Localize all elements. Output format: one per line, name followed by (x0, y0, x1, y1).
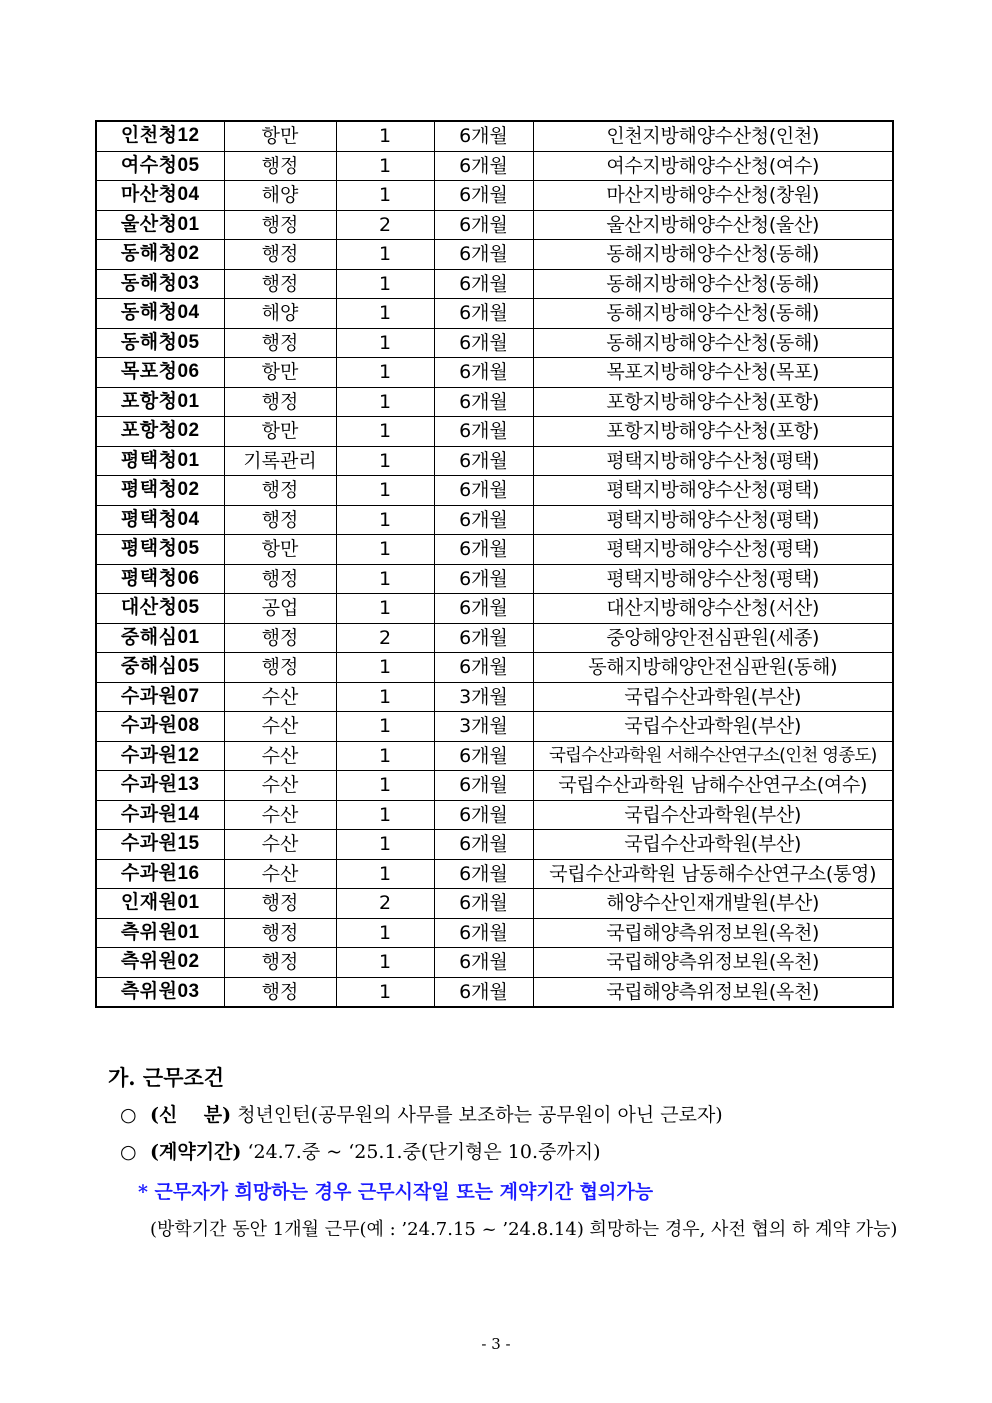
table-row (96, 181, 893, 211)
position-code-cell: 동해청05 (96, 328, 224, 358)
position-table (95, 120, 894, 1008)
period-cell: 6개월 (434, 741, 533, 771)
note-detail: (방학기간 동안 1개월 근무(예 : ’24.7.15 ~ ’24.8.14) 희망하는 경우, 사전 협의 하 계약 가능) (150, 1219, 898, 1240)
location-cell: 국립해양측위정보원(옥천) (533, 948, 893, 978)
table-row (96, 741, 893, 771)
headcount-cell: 1 (336, 535, 434, 565)
location-cell: 국립해양측위정보원(옥천) (533, 918, 893, 948)
position-code-cell: 포항청02 (96, 417, 224, 447)
position-code-cell: 중해심05 (96, 653, 224, 683)
location-cell: 동해지방해양수산청(동해) (533, 240, 893, 270)
position-code-cell: 동해청02 (96, 240, 224, 270)
table-row (96, 299, 893, 329)
field-cell: 수산 (224, 712, 336, 742)
position-code-cell: 평택청04 (96, 505, 224, 535)
location-cell: 국립수산과학원(부산) (533, 682, 893, 712)
table-row (96, 328, 893, 358)
status-label: (신 분) (150, 1104, 232, 1126)
field-cell: 행정 (224, 210, 336, 240)
headcount-cell: 1 (336, 859, 434, 889)
field-cell: 수산 (224, 682, 336, 712)
headcount-cell: 1 (336, 594, 434, 624)
headcount-cell: 2 (336, 210, 434, 240)
table-row (96, 859, 893, 889)
headcount-cell: 1 (336, 741, 434, 771)
table-row (96, 269, 893, 299)
location-cell: 울산지방해양수산청(울산) (533, 210, 893, 240)
headcount-cell: 1 (336, 948, 434, 978)
headcount-cell: 1 (336, 299, 434, 329)
period-line (120, 1137, 992, 1164)
period-cell: 6개월 (434, 800, 533, 830)
table-row (96, 151, 893, 181)
field-cell: 행정 (224, 387, 336, 417)
headcount-cell: 1 (336, 446, 434, 476)
table-row (96, 771, 893, 801)
table-row (96, 623, 893, 653)
position-code-cell: 여수청05 (96, 151, 224, 181)
table-row (96, 889, 893, 919)
section-heading: 가. 근무조건 (108, 1065, 225, 1090)
table-row (96, 977, 893, 1007)
table-row (96, 712, 893, 742)
location-cell: 마산지방해양수산청(창원) (533, 181, 893, 211)
table-row (96, 240, 893, 270)
location-cell: 국립수산과학원(부산) (533, 830, 893, 860)
circle-bullet-icon: ○ (120, 1141, 137, 1163)
period-cell: 3개월 (434, 682, 533, 712)
table-row (96, 417, 893, 447)
field-cell: 항만 (224, 535, 336, 565)
field-cell: 행정 (224, 948, 336, 978)
location-cell: 동해지방해양수산청(동해) (533, 328, 893, 358)
location-cell: 국립수산과학원 남동해수산연구소(통영) (533, 859, 893, 889)
field-cell: 항만 (224, 121, 336, 151)
table-row (96, 800, 893, 830)
period-cell: 6개월 (434, 653, 533, 683)
headcount-cell: 1 (336, 240, 434, 270)
note-highlight: * 근무자가 희망하는 경우 근무시작일 또는 계약기간 협의가능 (138, 1181, 654, 1203)
position-code-cell: 인천청12 (96, 121, 224, 151)
table-row (96, 387, 893, 417)
table-row (96, 918, 893, 948)
period-cell: 6개월 (434, 859, 533, 889)
headcount-cell: 1 (336, 505, 434, 535)
circle-bullet-icon: ○ (120, 1104, 137, 1126)
period-cell: 6개월 (434, 181, 533, 211)
period-cell: 6개월 (434, 299, 533, 329)
field-cell: 공업 (224, 594, 336, 624)
position-code-cell: 평택청02 (96, 476, 224, 506)
period-cell: 6개월 (434, 564, 533, 594)
table-row (96, 948, 893, 978)
period-cell: 6개월 (434, 151, 533, 181)
table-row (96, 653, 893, 683)
period-cell: 6개월 (434, 948, 533, 978)
field-cell: 행정 (224, 623, 336, 653)
field-cell: 해양 (224, 181, 336, 211)
headcount-cell: 2 (336, 623, 434, 653)
period-label: (계약기간) (150, 1141, 242, 1163)
status-line (120, 1100, 992, 1127)
table-row (96, 564, 893, 594)
field-cell: 항만 (224, 417, 336, 447)
headcount-cell: 1 (336, 417, 434, 447)
location-cell: 동해지방해양수산청(동해) (533, 269, 893, 299)
table-row (96, 121, 893, 151)
position-code-cell: 목포청06 (96, 358, 224, 388)
field-cell: 행정 (224, 476, 336, 506)
position-code-cell: 평택청06 (96, 564, 224, 594)
period-cell: 6개월 (434, 446, 533, 476)
table-row (96, 830, 893, 860)
field-cell: 수산 (224, 741, 336, 771)
page-number: - 3 - (481, 1335, 511, 1353)
location-cell: 평택지방해양수산청(평택) (533, 476, 893, 506)
field-cell: 행정 (224, 918, 336, 948)
position-code-cell: 수과원07 (96, 682, 224, 712)
table-row (96, 358, 893, 388)
period-cell: 6개월 (434, 623, 533, 653)
position-code-cell: 동해청04 (96, 299, 224, 329)
table-row (96, 505, 893, 535)
location-cell: 평택지방해양수산청(평택) (533, 535, 893, 565)
position-code-cell: 수과원15 (96, 830, 224, 860)
table-row (96, 535, 893, 565)
table-row (96, 210, 893, 240)
period-cell: 6개월 (434, 889, 533, 919)
position-code-cell: 수과원16 (96, 859, 224, 889)
headcount-cell: 1 (336, 771, 434, 801)
location-cell: 평택지방해양수산청(평택) (533, 564, 893, 594)
field-cell: 행정 (224, 653, 336, 683)
position-code-cell: 수과원08 (96, 712, 224, 742)
field-cell: 수산 (224, 800, 336, 830)
location-cell: 평택지방해양수산청(평택) (533, 505, 893, 535)
headcount-cell: 1 (336, 269, 434, 299)
period-cell: 6개월 (434, 535, 533, 565)
headcount-cell: 1 (336, 918, 434, 948)
period-cell: 6개월 (434, 240, 533, 270)
location-cell: 대산지방해양수산청(서산) (533, 594, 893, 624)
period-cell: 6개월 (434, 387, 533, 417)
location-cell: 포항지방해양수산청(포항) (533, 417, 893, 447)
position-code-cell: 동해청03 (96, 269, 224, 299)
position-code-cell: 포항청01 (96, 387, 224, 417)
headcount-cell: 1 (336, 653, 434, 683)
field-cell: 행정 (224, 240, 336, 270)
status-text: 청년인턴(공무원의 사무를 보조하는 공무원이 아닌 근로자) (237, 1104, 723, 1126)
position-code-cell: 울산청01 (96, 210, 224, 240)
period-cell: 3개월 (434, 712, 533, 742)
table-row (96, 476, 893, 506)
position-code-cell: 마산청04 (96, 181, 224, 211)
location-cell: 평택지방해양수산청(평택) (533, 446, 893, 476)
headcount-cell: 1 (336, 181, 434, 211)
position-code-cell: 수과원12 (96, 741, 224, 771)
location-cell: 국립수산과학원(부산) (533, 800, 893, 830)
location-cell: 국립수산과학원(부산) (533, 712, 893, 742)
headcount-cell: 1 (336, 977, 434, 1007)
headcount-cell: 1 (336, 800, 434, 830)
period-cell: 6개월 (434, 328, 533, 358)
table-row (96, 682, 893, 712)
location-cell: 포항지방해양수산청(포항) (533, 387, 893, 417)
field-cell: 항만 (224, 358, 336, 388)
field-cell: 행정 (224, 889, 336, 919)
period-cell: 6개월 (434, 505, 533, 535)
headcount-cell: 1 (336, 328, 434, 358)
field-cell: 수산 (224, 830, 336, 860)
headcount-cell: 1 (336, 712, 434, 742)
location-cell: 목포지방해양수산청(목포) (533, 358, 893, 388)
headcount-cell: 1 (336, 682, 434, 712)
position-code-cell: 수과원14 (96, 800, 224, 830)
period-cell: 6개월 (434, 771, 533, 801)
position-code-cell: 인재원01 (96, 889, 224, 919)
field-cell: 행정 (224, 977, 336, 1007)
position-code-cell: 수과원13 (96, 771, 224, 801)
position-code-cell: 측위원03 (96, 977, 224, 1007)
position-code-cell: 중해심01 (96, 623, 224, 653)
period-text: ‘24.7.중 ~ ‘25.1.중(단기형은 10.중까지) (247, 1141, 601, 1163)
location-cell: 국립수산과학원 서해수산연구소(인천 영종도) (533, 741, 893, 771)
period-cell: 6개월 (434, 977, 533, 1007)
period-cell: 6개월 (434, 918, 533, 948)
location-cell: 여수지방해양수산청(여수) (533, 151, 893, 181)
period-cell: 6개월 (434, 269, 533, 299)
headcount-cell: 2 (336, 889, 434, 919)
headcount-cell: 1 (336, 830, 434, 860)
position-code-cell: 측위원02 (96, 948, 224, 978)
field-cell: 수산 (224, 771, 336, 801)
table-row (96, 446, 893, 476)
location-cell: 동해지방해양수산청(동해) (533, 299, 893, 329)
location-cell: 국립수산과학원 남해수산연구소(여수) (533, 771, 893, 801)
period-cell: 6개월 (434, 830, 533, 860)
field-cell: 기록관리 (224, 446, 336, 476)
period-cell: 6개월 (434, 594, 533, 624)
table-row (96, 594, 893, 624)
location-cell: 국립해양측위정보원(옥천) (533, 977, 893, 1007)
period-cell: 6개월 (434, 358, 533, 388)
field-cell: 수산 (224, 859, 336, 889)
headcount-cell: 1 (336, 476, 434, 506)
period-cell: 6개월 (434, 210, 533, 240)
field-cell: 행정 (224, 269, 336, 299)
headcount-cell: 1 (336, 121, 434, 151)
period-cell: 6개월 (434, 417, 533, 447)
field-cell: 행정 (224, 328, 336, 358)
headcount-cell: 1 (336, 358, 434, 388)
period-cell: 6개월 (434, 121, 533, 151)
position-code-cell: 평택청01 (96, 446, 224, 476)
headcount-cell: 1 (336, 387, 434, 417)
field-cell: 행정 (224, 564, 336, 594)
headcount-cell: 1 (336, 151, 434, 181)
field-cell: 해양 (224, 299, 336, 329)
position-code-cell: 대산청05 (96, 594, 224, 624)
headcount-cell: 1 (336, 564, 434, 594)
period-cell: 6개월 (434, 476, 533, 506)
location-cell: 해양수산인재개발원(부산) (533, 889, 893, 919)
location-cell: 중앙해양안전심판원(세종) (533, 623, 893, 653)
location-cell: 인천지방해양수산청(인천) (533, 121, 893, 151)
field-cell: 행정 (224, 505, 336, 535)
location-cell: 동해지방해양안전심판원(동해) (533, 653, 893, 683)
position-code-cell: 측위원01 (96, 918, 224, 948)
field-cell: 행정 (224, 151, 336, 181)
position-code-cell: 평택청05 (96, 535, 224, 565)
